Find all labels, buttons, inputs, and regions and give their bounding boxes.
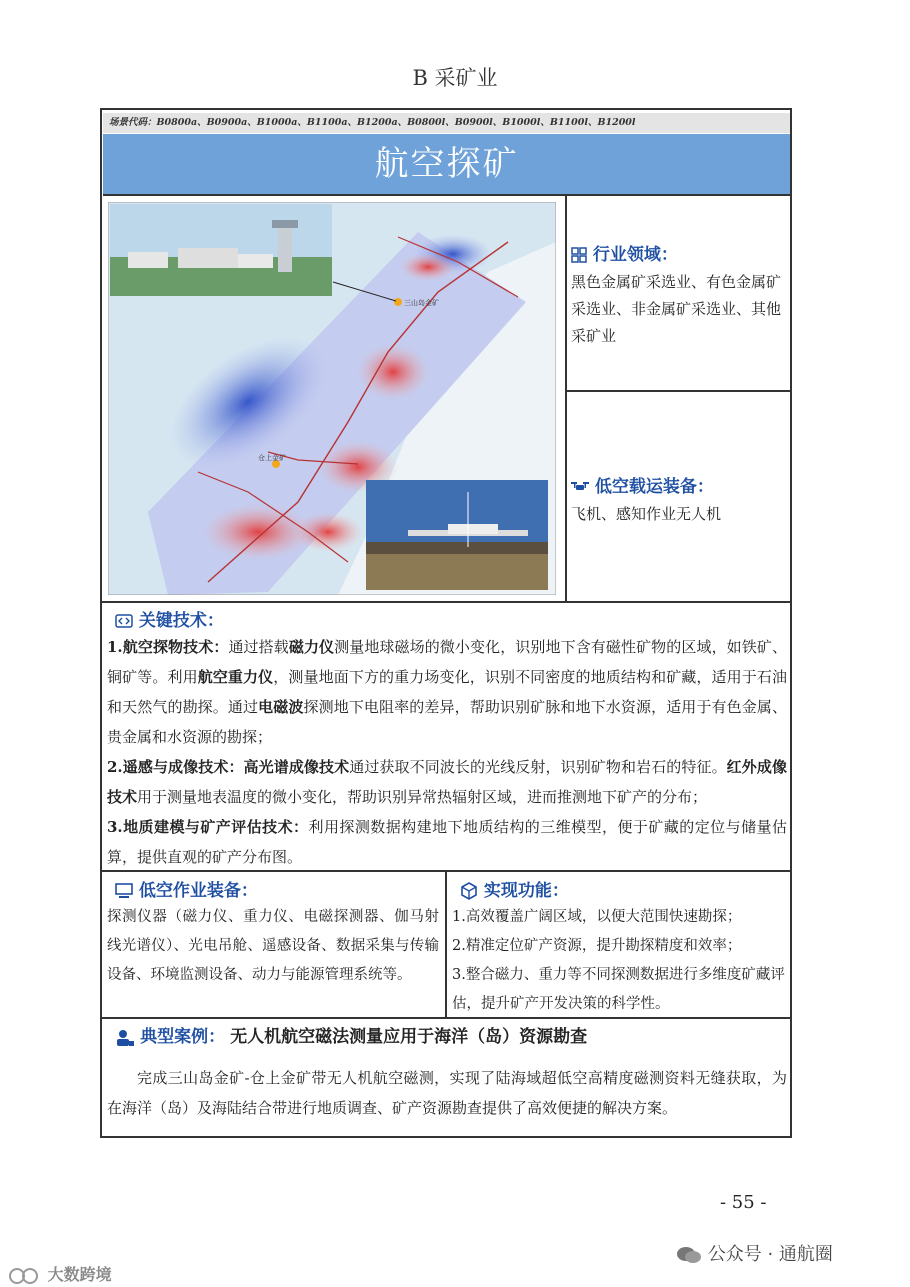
wechat-watermark-text: 公众号 · 通航圈 xyxy=(707,1244,833,1265)
function-item: 1.高效覆盖广阔区域，以便大范围快速勘探； xyxy=(452,909,742,925)
divider-right-mid xyxy=(565,390,791,392)
key-tech-p1-title: 1.航空探物技术： xyxy=(107,638,229,656)
user-icon xyxy=(115,1029,135,1047)
grid-icon xyxy=(571,247,587,263)
carrier-text: 飞机、感知作业无人机 xyxy=(571,505,722,523)
case-text: 完成三山岛金矿-仓上金矿带无人机航空磁测，实现了陆海域超低空高精度磁测资料无缝获取，为在海洋（岛）及海陆结合带进行地质调查、矿产资源勘查提供了高效便捷的解决方案。 xyxy=(107,1069,787,1117)
drone-icon xyxy=(571,480,589,494)
cube-icon xyxy=(460,882,478,900)
carrier-heading-text: 低空载运装备： xyxy=(594,477,714,497)
key-tech-p1-b: 磁力仪 xyxy=(288,638,335,656)
key-tech-p1-g: 探测地下电阻率的差异，帮助识别矿脉和地下水资源，适用于有色金属、贵金属和水资源的勘探； xyxy=(107,698,787,746)
industry-heading xyxy=(571,240,785,265)
scene-codes: 场景代码：B0800a、B0900a、B1000a、B1100a、B1200a、B0800l、B0900l、B1000l、B1100l、B1200l xyxy=(103,113,790,133)
map-graphic xyxy=(108,202,556,595)
key-tech-p2-title: 2.遥感与成像技术： xyxy=(107,758,244,776)
key-tech-p1-e: ，测量地面下方的重力场变化，识别不同密度的地质结构和矿藏，适用于石油和天然气的勘探。通过 xyxy=(107,668,787,716)
wechat-icon xyxy=(676,1245,702,1265)
equipment-heading xyxy=(115,876,440,901)
key-tech-p3-a: 利用探测数据构建地下地质结构的三维模型，便于矿藏的定位与储量估算，提供直观的矿产分布图。 xyxy=(107,818,787,866)
equipment-heading-text: 低空作业装备： xyxy=(138,881,258,901)
divider-vertical-top xyxy=(565,195,567,602)
map-label-sanshandao: 三山岛金矿 xyxy=(404,299,439,307)
wechat-watermark xyxy=(676,1240,833,1266)
key-tech-p1-f: 电磁波 xyxy=(258,698,304,716)
functions-heading xyxy=(460,876,785,901)
key-tech-heading xyxy=(115,606,224,631)
carrier-section xyxy=(571,472,785,528)
page-number: - 55 - xyxy=(720,1192,767,1213)
functions-list xyxy=(452,903,787,1019)
divider-map-bottom xyxy=(102,601,791,603)
key-tech-p1-d: 航空重力仪 xyxy=(197,668,274,686)
key-tech-p3-title: 3.地质建模与矿产评估技术： xyxy=(107,818,309,836)
page-title: 航空探矿 xyxy=(103,134,790,196)
key-tech-paragraph-1 xyxy=(107,632,787,752)
key-tech-paragraph-3 xyxy=(107,812,787,872)
case-heading-text: 典型案例： xyxy=(140,1027,226,1047)
monitor-icon xyxy=(115,883,133,899)
industry-heading-text: 行业领域： xyxy=(592,245,678,265)
drone-photo xyxy=(366,480,548,590)
key-tech-p1-a: 通过搭载 xyxy=(228,638,289,656)
equipment-section xyxy=(115,876,440,901)
key-tech-p1-c: 测量地球磁场的微小变化，识别地下含有磁性矿物的区域，如铁矿、铜矿等。利用 xyxy=(107,638,787,686)
functions-section xyxy=(460,876,785,901)
function-item: 2.精准定位矿产资源，提升勘探精度和效率； xyxy=(452,938,742,954)
page-header: B 采矿业 xyxy=(412,66,498,90)
case-title: 无人机航空磁法测量应用于海洋（岛）资源勘查 xyxy=(230,1027,588,1047)
source-watermark-text: 大数跨境 xyxy=(47,1265,112,1284)
function-item: 3.整合磁力、重力等不同探测数据进行多维度矿藏评估，提升矿产开发决策的科学性。 xyxy=(452,967,785,1012)
key-tech-p2-b: 通过获取不同波长的光线反射，识别矿物和岩石的特征。 xyxy=(349,758,727,776)
case-heading xyxy=(115,1022,785,1047)
key-tech-p2-c: 红外成像技术 xyxy=(107,758,787,806)
aeromagnetic-map-image xyxy=(108,202,556,595)
industry-section xyxy=(571,240,785,350)
key-tech-p2-d: 用于测量地表温度的微小变化，帮助识别异常热辐射区域，进而推测地下矿产的分布； xyxy=(137,788,708,806)
industry-text: 黑色金属矿采选业、有色金属矿采选业、非金属矿采选业、其他采矿业 xyxy=(571,273,782,345)
key-tech-paragraph-2 xyxy=(107,752,787,812)
equipment-text: 探测仪器（磁力仪、重力仪、电磁探测器、伽马射线光谱仪）、光电吊舱、遥感设备、数据采集与传输设备、环境监测设备、动力与能源管理系统等。 xyxy=(107,909,439,983)
source-watermark xyxy=(8,1262,112,1285)
functions-heading-text: 实现功能： xyxy=(483,881,569,901)
map-label-cangshang: 仓上金矿 xyxy=(258,454,286,462)
building-photo xyxy=(110,204,332,296)
divider-vertical-bottom xyxy=(445,870,447,1018)
code-icon xyxy=(115,614,133,628)
key-tech-p2-a: 高光谱成像技术 xyxy=(243,758,350,776)
brand-logo-icon xyxy=(8,1267,42,1285)
key-tech-heading-text: 关键技术： xyxy=(138,611,224,631)
carrier-heading xyxy=(571,472,785,497)
